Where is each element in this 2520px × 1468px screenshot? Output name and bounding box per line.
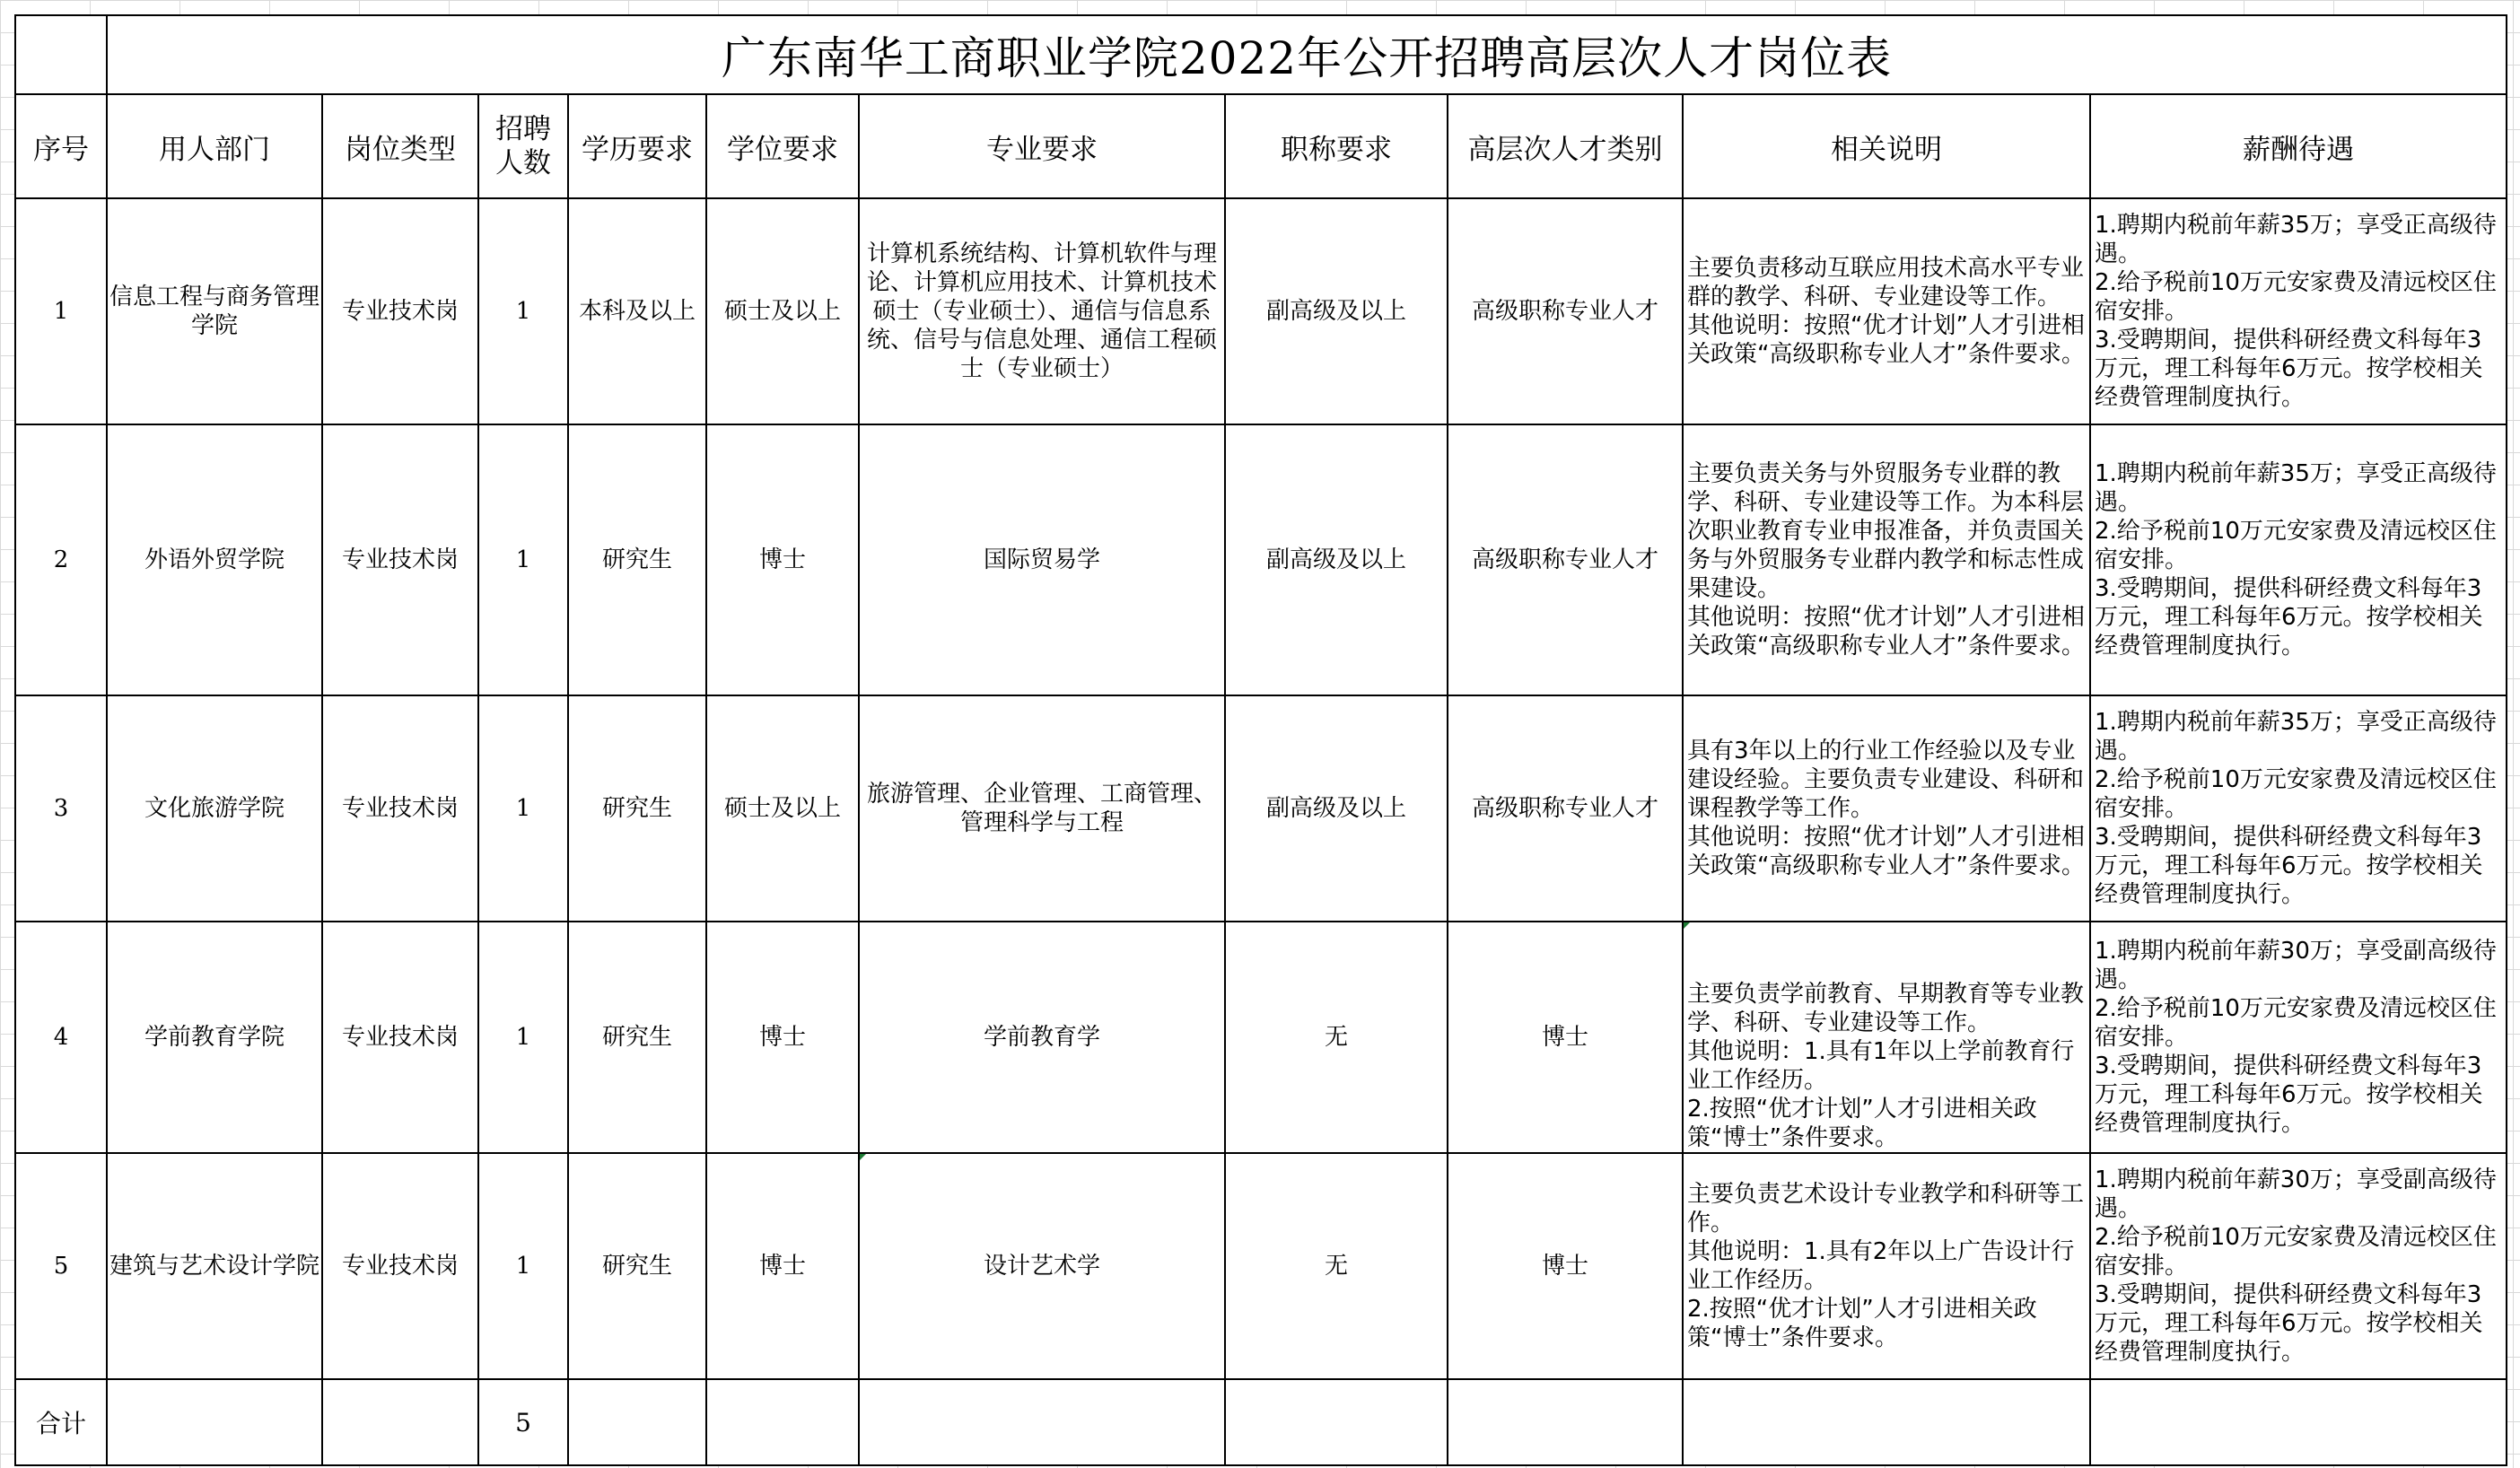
total-empty-cell[interactable] — [107, 1379, 322, 1465]
cell-index[interactable]: 3 — [15, 695, 107, 922]
cell-education[interactable]: 研究生 — [568, 922, 706, 1153]
cell-notes[interactable]: 具有3年以上的行业工作经验以及专业建设经验。主要负责专业建设、科研和课程教学等工作。 其他说明：按照“优才计划”人才引进相关政策“高级职称专业人才”条件要求。 — [1683, 695, 2090, 922]
cell-degree[interactable]: 硕士及以上 — [706, 695, 859, 922]
cell-notes-text: 主要负责学前教育、早期教育等专业教学、科研、专业建设等工作。 其他说明：1.具有1年以上学前教育行业工作经历。 2.按照“优才计划”人才引进相关政策“博士”条件要求。 — [1687, 981, 2085, 1151]
cell-index[interactable]: 4 — [15, 922, 107, 1153]
total-empty-cell[interactable] — [1225, 1379, 1448, 1465]
header-index[interactable]: 序号 — [15, 94, 107, 198]
total-empty-cell[interactable] — [859, 1379, 1225, 1465]
cell-major[interactable] — [859, 1153, 1225, 1379]
cell-talent-type[interactable]: 高级职称专业人才 — [1448, 695, 1683, 922]
cell-talent-type[interactable]: 高级职称专业人才 — [1448, 424, 1683, 695]
cell-talent-type[interactable]: 高级职称专业人才 — [1448, 198, 1683, 424]
cell-degree[interactable]: 硕士及以上 — [706, 198, 859, 424]
cell-major-text: 设计艺术学 — [983, 1253, 1100, 1280]
cell-education[interactable]: 研究生 — [568, 424, 706, 695]
header-degree[interactable]: 学位要求 — [706, 94, 859, 198]
cell-count[interactable]: 1 — [478, 424, 568, 695]
cell-salary[interactable]: 1.聘期内税前年薪35万；享受正高级待遇。 2.给予税前10万元安家费及清远校区住宿安排。 3.受聘期间，提供科研经费文科每年3万元，理工科每年6万元。按学校相关经费管理制度执行。 — [2090, 424, 2507, 695]
cell-major[interactable]: 国际贸易学 — [859, 424, 1225, 695]
cell-count[interactable]: 1 — [478, 198, 568, 424]
cell-index[interactable]: 2 — [15, 424, 107, 695]
cell-title-req[interactable]: 副高级及以上 — [1225, 695, 1448, 922]
cell-count[interactable]: 1 — [478, 922, 568, 1153]
cell-talent-type[interactable]: 博士 — [1448, 1153, 1683, 1379]
total-empty-cell[interactable] — [322, 1379, 478, 1465]
cell-title-req[interactable]: 副高级及以上 — [1225, 424, 1448, 695]
header-education[interactable]: 学历要求 — [568, 94, 706, 198]
total-empty-cell[interactable] — [706, 1379, 859, 1465]
cell-major[interactable]: 计算机系统结构、计算机软件与理论、计算机应用技术、计算机技术硕士（专业硕士）、通信与信息系统、信号与信息处理、通信工程硕士（专业硕士） — [859, 198, 1225, 424]
cell-notes[interactable]: 主要负责艺术设计专业教学和科研等工作。 其他说明：1.具有2年以上广告设计行业工作经历。 2.按照“优才计划”人才引进相关政策“博士”条件要求。 — [1683, 1153, 2090, 1379]
cell-degree[interactable]: 博士 — [706, 922, 859, 1153]
cell-post-type[interactable]: 专业技术岗 — [322, 922, 478, 1153]
cell-degree[interactable]: 博士 — [706, 424, 859, 695]
cell-salary[interactable]: 1.聘期内税前年薪35万；享受正高级待遇。 2.给予税前10万元安家费及清远校区住宿安排。 3.受聘期间，提供科研经费文科每年3万元，理工科每年6万元。按学校相关经费管理制度执行。 — [2090, 695, 2507, 922]
header-count[interactable] — [478, 94, 568, 198]
cell-post-type[interactable]: 专业技术岗 — [322, 1153, 478, 1379]
total-empty-cell[interactable] — [2090, 1379, 2507, 1465]
recruitment-table — [14, 14, 2507, 1466]
header-major[interactable]: 专业要求 — [859, 94, 1225, 198]
cell-post-type[interactable]: 专业技术岗 — [322, 198, 478, 424]
table-row — [15, 198, 2507, 424]
cell-education[interactable]: 研究生 — [568, 1153, 706, 1379]
total-count[interactable]: 5 — [478, 1379, 568, 1465]
cell-salary[interactable]: 1.聘期内税前年薪30万；享受副高级待遇。 2.给予税前10万元安家费及清远校区住宿安排。 3.受聘期间，提供科研经费文科每年3万元，理工科每年6万元。按学校相关经费管理制度执行。 — [2090, 922, 2507, 1153]
cell-major[interactable]: 旅游管理、企业管理、工商管理、管理科学与工程 — [859, 695, 1225, 922]
header-talent-type[interactable]: 高层次人才类别 — [1448, 94, 1683, 198]
cell-index[interactable]: 5 — [15, 1153, 107, 1379]
cell-education[interactable]: 研究生 — [568, 695, 706, 922]
cell-dept[interactable]: 文化旅游学院 — [107, 695, 322, 922]
header-title-req[interactable]: 职称要求 — [1225, 94, 1448, 198]
header-post-type[interactable]: 岗位类型 — [322, 94, 478, 198]
cell-notes[interactable]: 主要负责关务与外贸服务专业群的教学、科研、专业建设等工作。为本科层次职业教育专业申报准备，并负责国关务与外贸服务专业群内教学和标志性成果建设。 其他说明：按照“优才计划”人才引进相关政策“高级职称专业人才”条件要求。 — [1683, 424, 2090, 695]
cell-count[interactable]: 1 — [478, 695, 568, 922]
cell-degree[interactable]: 博士 — [706, 1153, 859, 1379]
cell-post-type[interactable]: 专业技术岗 — [322, 695, 478, 922]
total-empty-cell[interactable] — [1448, 1379, 1683, 1465]
cell-dept[interactable]: 信息工程与商务管理学院 — [107, 198, 322, 424]
header-count-label: 招聘人数 — [495, 113, 551, 179]
comment-marker-icon — [1684, 922, 1690, 929]
cell-title-req[interactable]: 无 — [1225, 1153, 1448, 1379]
total-label[interactable]: 合计 — [15, 1379, 107, 1465]
cell-post-type[interactable]: 专业技术岗 — [322, 424, 478, 695]
total-empty-cell[interactable] — [568, 1379, 706, 1465]
total-empty-cell[interactable] — [1683, 1379, 2090, 1465]
cell-index[interactable]: 1 — [15, 198, 107, 424]
cell-talent-type[interactable]: 博士 — [1448, 922, 1683, 1153]
cell-title-req[interactable]: 副高级及以上 — [1225, 198, 1448, 424]
cell-notes[interactable]: 主要负责移动互联应用技术高水平专业群的教学、科研、专业建设等工作。 其他说明：按照“优才计划”人才引进相关政策“高级职称专业人才”条件要求。 — [1683, 198, 2090, 424]
comment-marker-icon — [860, 1154, 866, 1160]
cell-title-req[interactable]: 无 — [1225, 922, 1448, 1153]
table-row — [15, 424, 2507, 695]
table-row — [15, 695, 2507, 922]
cell-count[interactable]: 1 — [478, 1153, 568, 1379]
cell-dept[interactable]: 外语外贸学院 — [107, 424, 322, 695]
header-dept[interactable]: 用人部门 — [107, 94, 322, 198]
cell-major[interactable]: 学前教育学 — [859, 922, 1225, 1153]
cell-dept[interactable]: 建筑与艺术设计学院 — [107, 1153, 322, 1379]
header-salary[interactable]: 薪酬待遇 — [2090, 94, 2507, 198]
cell-education[interactable]: 本科及以上 — [568, 198, 706, 424]
table-row — [15, 922, 2507, 1153]
cell-notes[interactable] — [1683, 922, 2090, 1153]
cell-dept[interactable]: 学前教育学院 — [107, 922, 322, 1153]
table-row — [15, 1153, 2507, 1379]
header-row — [15, 94, 2507, 198]
title-row-blank-cell[interactable] — [15, 15, 107, 94]
cell-salary[interactable]: 1.聘期内税前年薪35万；享受正高级待遇。 2.给予税前10万元安家费及清远校区住宿安排。 3.受聘期间，提供科研经费文科每年3万元，理工科每年6万元。按学校相关经费管理制度执行。 — [2090, 198, 2507, 424]
table-title[interactable]: 广东南华工商职业学院2022年公开招聘高层次人才岗位表 — [107, 15, 2507, 94]
total-row — [15, 1379, 2507, 1465]
header-notes[interactable]: 相关说明 — [1683, 94, 2090, 198]
cell-salary[interactable]: 1.聘期内税前年薪30万；享受副高级待遇。 2.给予税前10万元安家费及清远校区住宿安排。 3.受聘期间，提供科研经费文科每年3万元，理工科每年6万元。按学校相关经费管理制度执行。 — [2090, 1153, 2507, 1379]
